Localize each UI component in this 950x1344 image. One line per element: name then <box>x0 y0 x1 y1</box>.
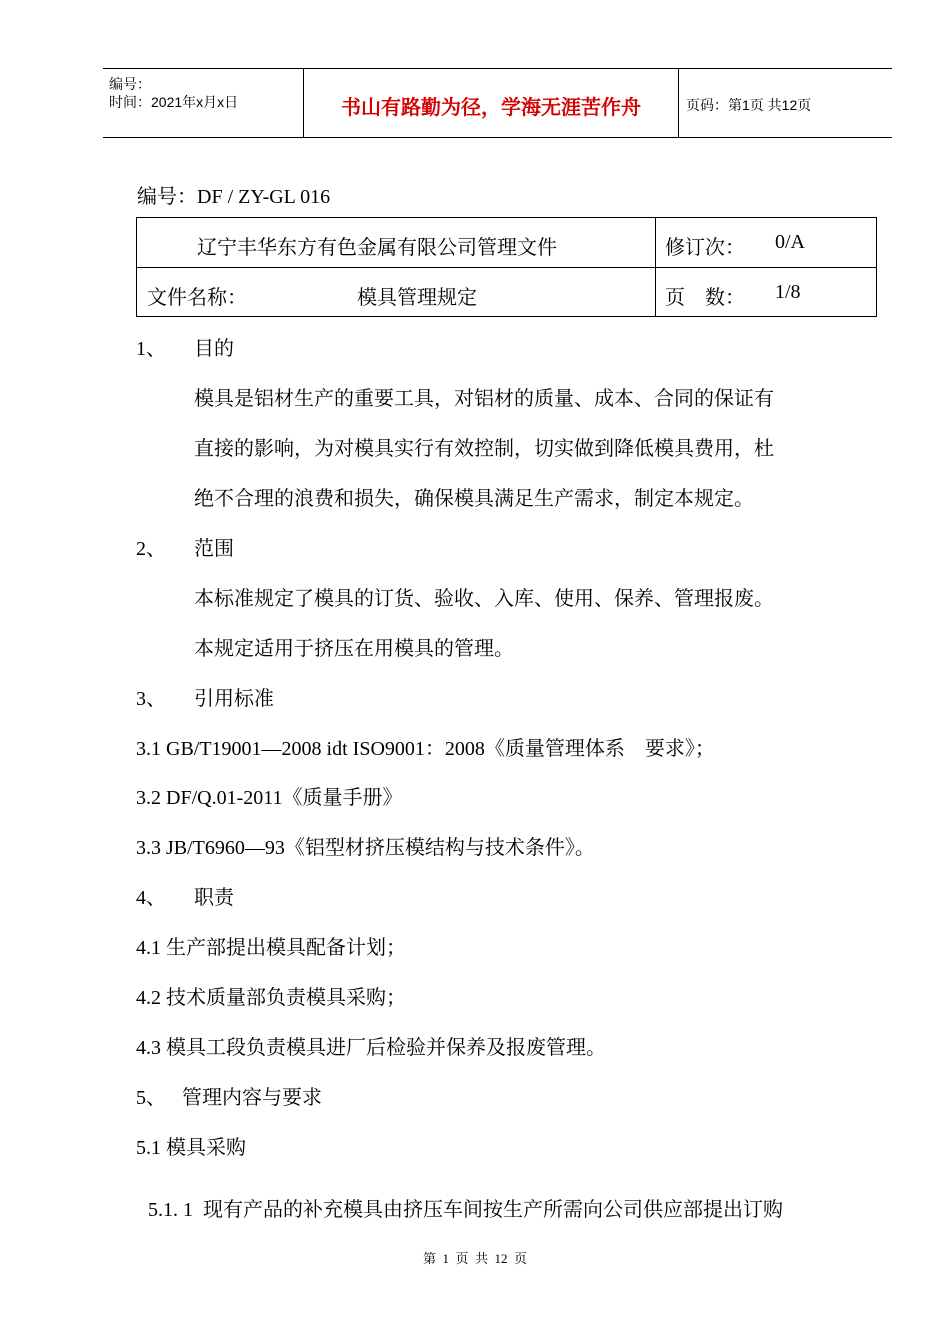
reference-item: 3.3 JB/T6960—93《铝型材挤压模结构与技术条件》。 <box>136 837 595 859</box>
duty-item: 4.1 生产部提出模具配备计划； <box>136 937 406 959</box>
section-2-number: 2、 <box>136 538 166 560</box>
revision-value: 0/A <box>775 231 805 253</box>
reference-item: 3.1 GB/T19001—2008 idt ISO9001：2008《质量管理体系 要求》； <box>136 738 715 760</box>
pages-label: 页 数： <box>665 287 745 309</box>
section-1-title: 目的 <box>194 338 234 360</box>
section-5-title: 管理内容与要求 <box>182 1087 322 1109</box>
info-table-row-divider <box>137 267 876 268</box>
section-3-number: 3、 <box>136 688 166 710</box>
header-slogan: 书山有路勤为径，学海无涯苦作舟 <box>341 97 641 119</box>
subsection-5-1: 5.1 模具采购 <box>136 1137 246 1159</box>
section-2-body-line: 本规定适用于挤压在用模具的管理。 <box>194 638 514 660</box>
clause-5-1-1: 5.1. 1 现有产品的补充模具由挤压车间按生产所需向公司供应部提出订购 <box>148 1199 783 1221</box>
pages-value: 1/8 <box>775 281 801 303</box>
revision-label: 修订次： <box>665 237 745 259</box>
section-3-title: 引用标准 <box>194 688 274 710</box>
doc-name-label: 文件名称： <box>147 287 247 309</box>
section-2-title: 范围 <box>194 538 234 560</box>
reference-item: 3.2 DF/Q.01-2011《质量手册》 <box>136 787 403 809</box>
section-1-number: 1、 <box>136 338 166 360</box>
info-table <box>136 217 877 317</box>
page-footer: 第 1 页 共 12 页 <box>422 1251 527 1266</box>
doc-number: 编号：DF / ZY-GL 016 <box>137 186 331 208</box>
duty-item: 4.3 模具工段负责模具进厂后检验并保养及报废管理。 <box>136 1037 606 1059</box>
doc-name-value: 模具管理规定 <box>357 287 477 309</box>
company-name: 辽宁丰华东方有色金属有限公司管理文件 <box>197 237 557 259</box>
header-right-cell <box>678 69 892 137</box>
section-1-body-line: 绝不合理的浪费和损失，确保模具满足生产需求，制定本规定。 <box>194 488 754 510</box>
section-2-body-line: 本标准规定了模具的订货、验收、入库、使用、保养、管理报废。 <box>194 588 774 610</box>
section-5-number: 5、 <box>136 1087 166 1109</box>
section-1-body-line: 模具是铝材生产的重要工具，对铝材的质量、成本、合同的保证有 <box>194 388 774 410</box>
header-page-info: 页码：第1页 共12页 <box>686 97 812 113</box>
page-header <box>103 68 892 138</box>
header-time-label: 时间：2021年x月x日 <box>109 94 239 110</box>
duty-item: 4.2 技术质量部负责模具采购； <box>136 987 406 1009</box>
section-1-body-line: 直接的影响，为对模具实行有效控制，切实做到降低模具费用，杜 <box>194 438 774 460</box>
header-slogan-cell <box>303 69 679 137</box>
header-number-label: 编号： <box>109 76 151 92</box>
section-4-title: 职责 <box>194 887 234 909</box>
section-4-number: 4、 <box>136 887 166 909</box>
header-left-cell <box>103 69 303 137</box>
